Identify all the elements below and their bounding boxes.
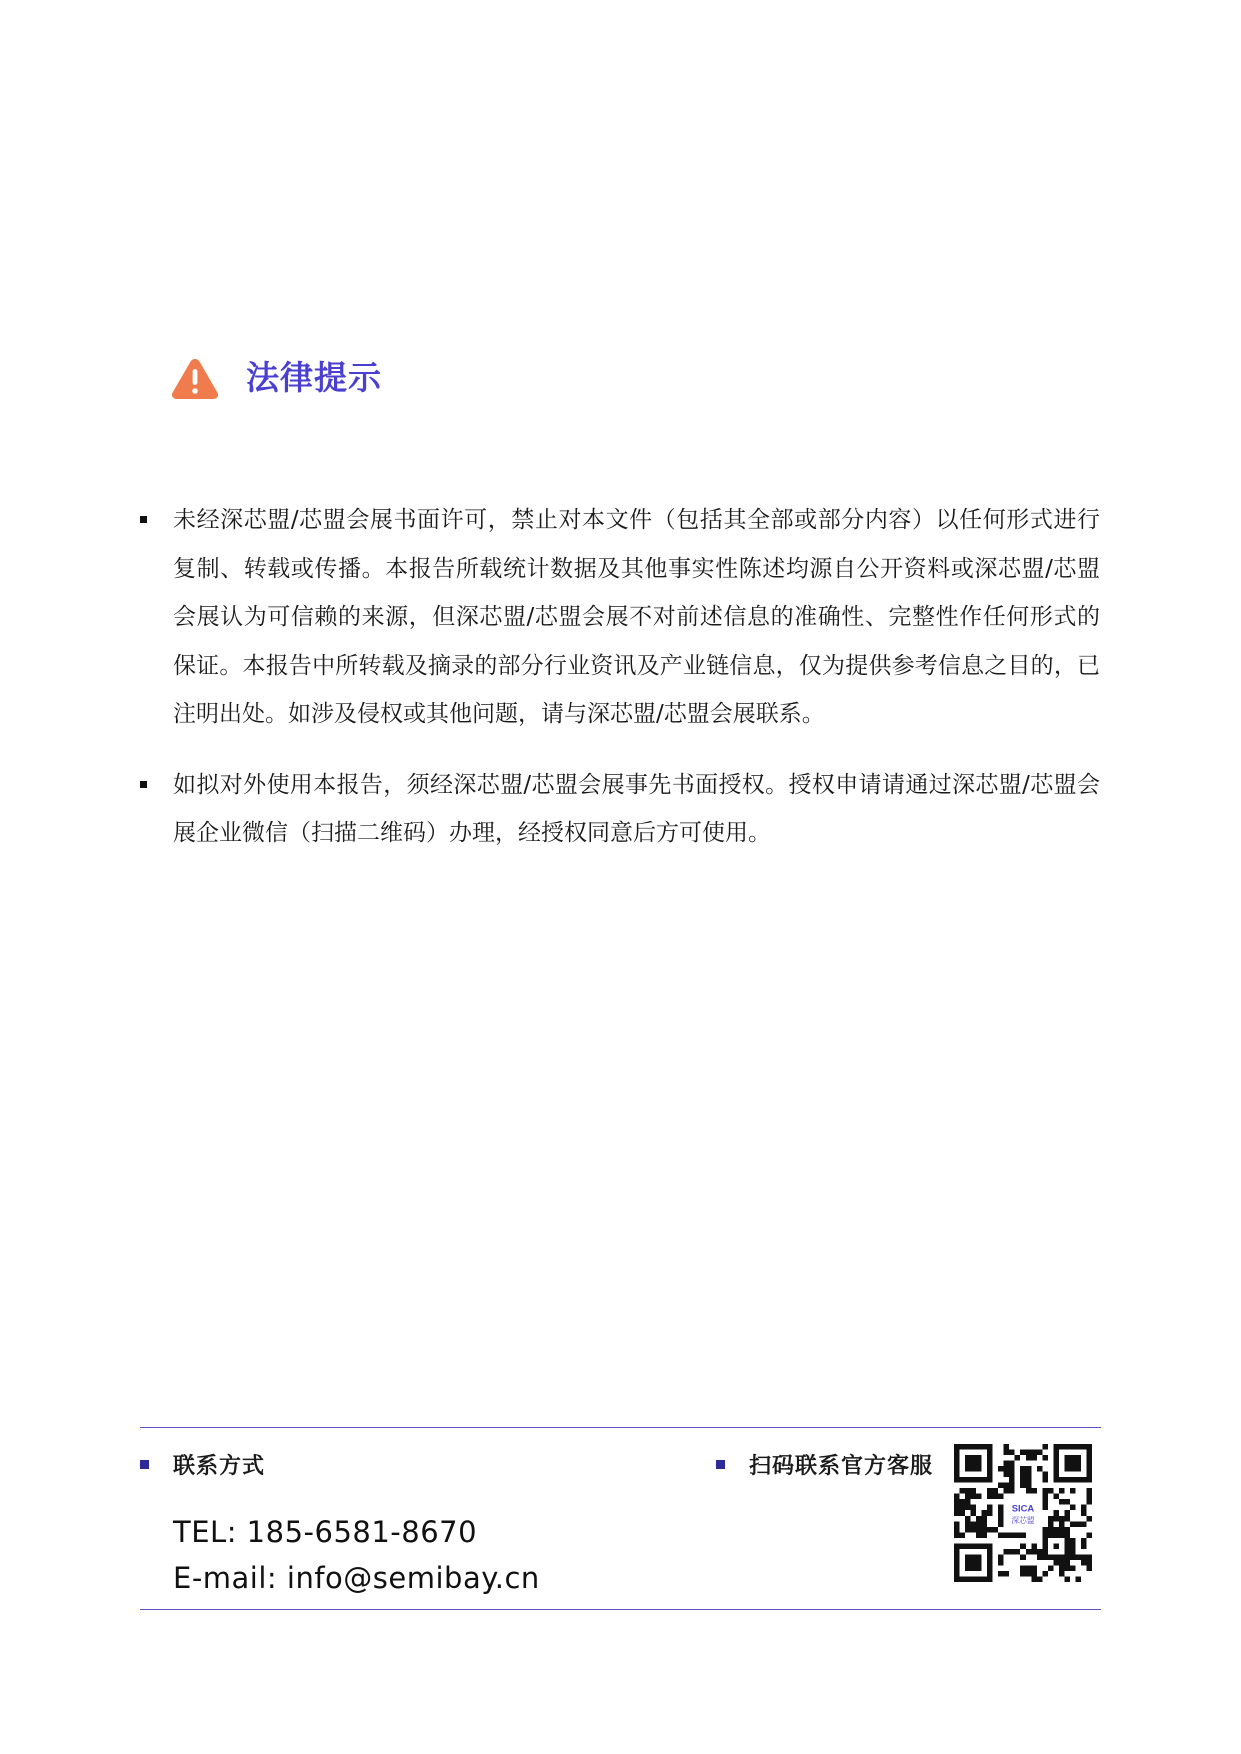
email-address: E-mail: info@semibay.cn: [173, 1561, 540, 1595]
bullet-icon: [140, 516, 147, 523]
bullet-icon: [140, 781, 147, 788]
square-bullet-icon: [140, 1460, 149, 1469]
legal-header: [170, 354, 382, 402]
page-title: 法律提示: [246, 358, 382, 397]
warning-icon: [170, 356, 220, 400]
qr-logo-subtext: 深芯盟: [1011, 1515, 1035, 1525]
legal-notice-list: [140, 496, 1100, 858]
divider-top: [140, 1427, 1101, 1428]
contact-heading: 联系方式: [173, 1453, 266, 1479]
qr-logo-text: SICA: [1011, 1503, 1035, 1514]
list-item: [140, 761, 1100, 858]
list-item: [140, 496, 1100, 739]
divider-bottom: [140, 1609, 1101, 1610]
qr-code[interactable]: [954, 1444, 1092, 1582]
notice-text: 如拟对外使用本报告，须经深芯盟/芯盟会展事先书面授权。授权申请请通过深芯盟/芯盟会展企业微信（扫描二维码）办理，经授权同意后方可使用。: [173, 771, 1100, 846]
contact-section: [140, 1449, 640, 1601]
scan-section: [716, 1449, 933, 1479]
phone-number: TEL: 185-6581-8670: [173, 1515, 478, 1549]
scan-heading: 扫码联系官方客服: [749, 1453, 934, 1479]
square-bullet-icon: [716, 1460, 725, 1469]
notice-text: 未经深芯盟/芯盟会展书面许可，禁止对本文件（包括其全部或部分内容）以任何形式进行复制、转载或传播。本报告所载统计数据及其他事实性陈述均源自公开资料或深芯盟/芯盟会展认为可信赖的来源，但深芯盟/芯盟会展不对前述信息的准确性、完整性作任何形式的保证。本报告中所转载及摘录的部分行业资讯及产业链信息，仅为提供参考信息之目的，已注明出处。如涉及侵权或其他问题，请与深芯盟/芯盟会展联系。: [173, 507, 1100, 727]
